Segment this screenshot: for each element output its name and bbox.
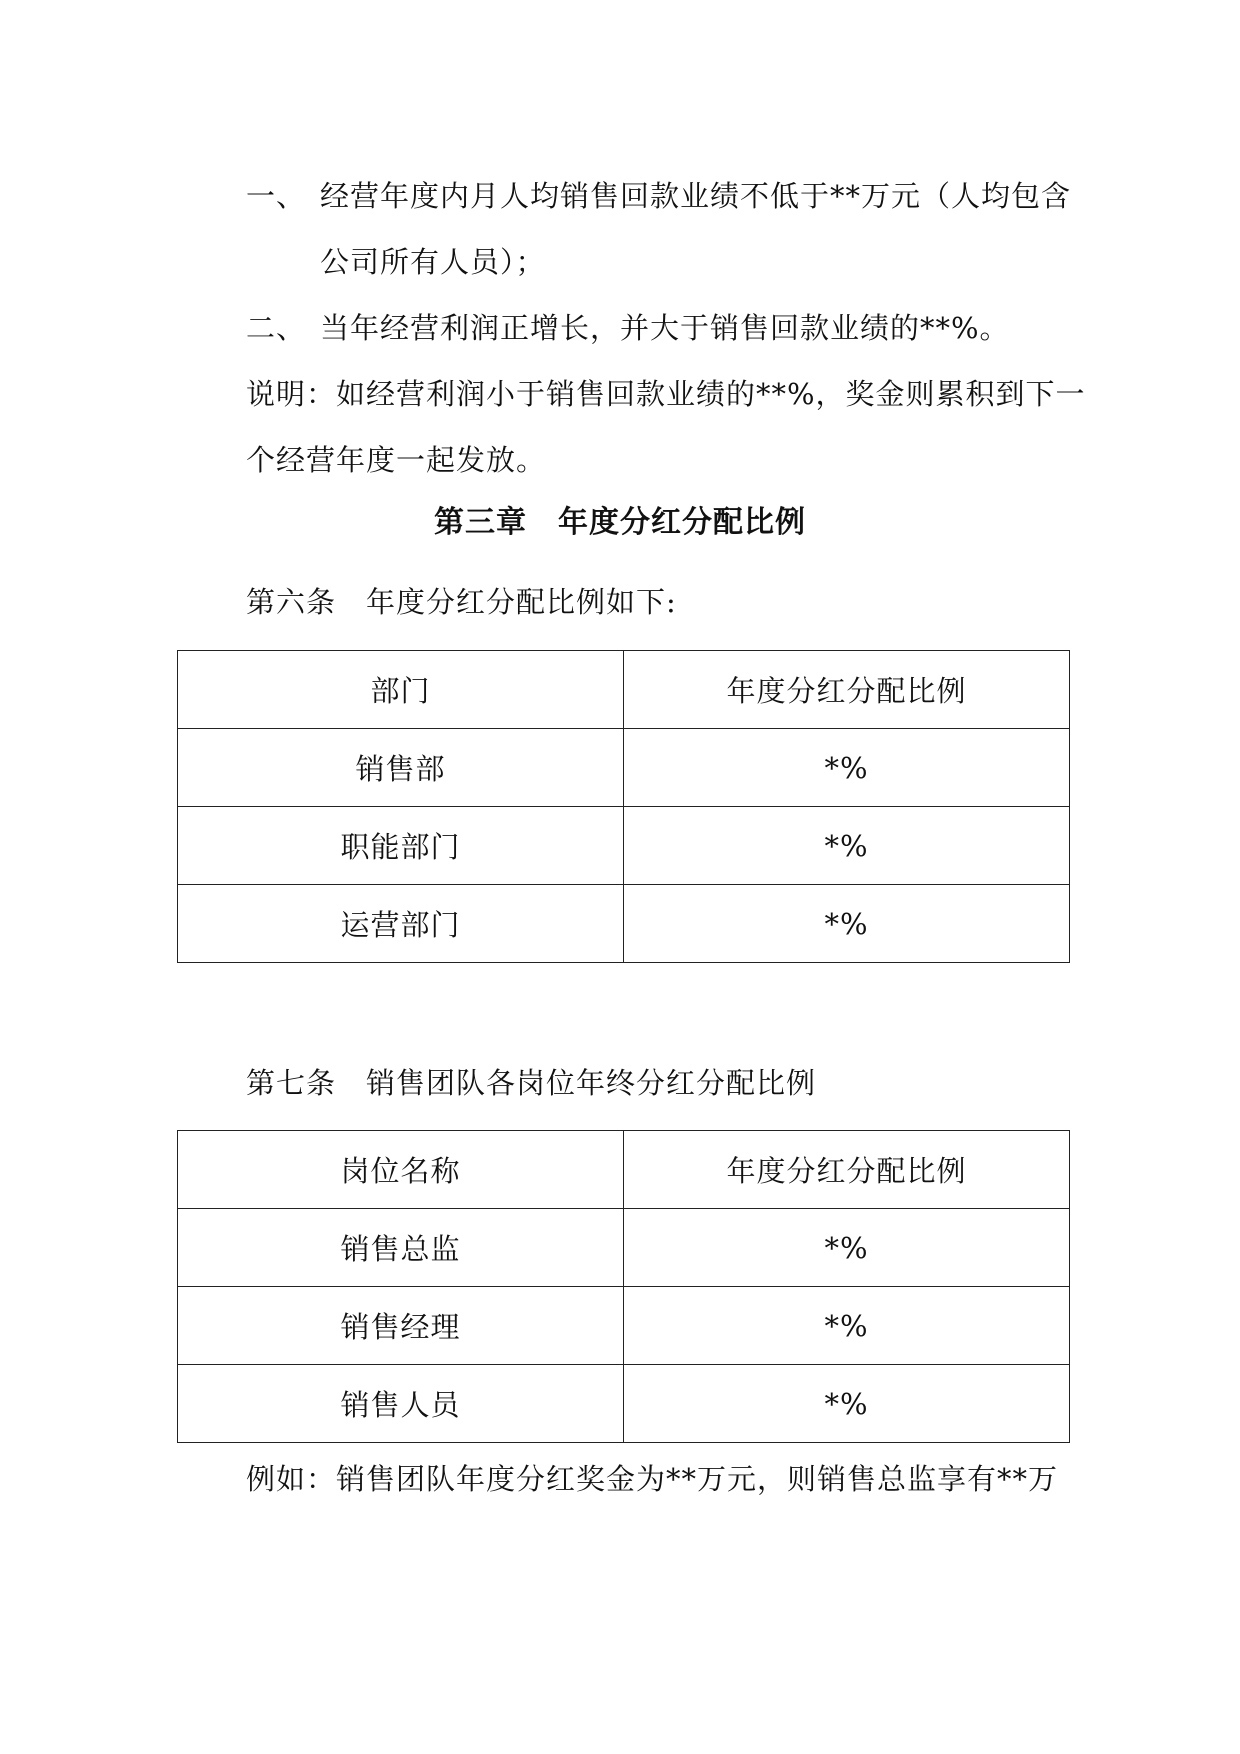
table-cell: 销售经理 [178, 1287, 624, 1365]
note-paragraph-continuation: 个经营年度一起发放。 [246, 443, 547, 477]
condition-text: 经营年度内月人均销售回款业绩不低于**万元（人均包含 [320, 179, 1072, 213]
table-cell: 职能部门 [178, 807, 624, 885]
condition-item-2 [246, 308, 1010, 348]
table-header-cell: 年度分红分配比例 [624, 651, 1070, 729]
article-7-intro: 第七条 销售团队各岗位年终分红分配比例 [246, 1066, 817, 1100]
chapter-title: 第三章 年度分红分配比例 [434, 505, 806, 540]
example-paragraph: 例如：销售团队年度分红奖金为**万元，则销售总监享有**万 [246, 1462, 1059, 1496]
condition-item-1 [246, 176, 1071, 216]
table-header-cell: 岗位名称 [178, 1131, 624, 1209]
table-cell: 销售人员 [178, 1365, 624, 1443]
table-cell: *% [624, 1365, 1070, 1443]
condition-text: 当年经营利润正增长，并大于销售回款业绩的**%。 [320, 311, 1010, 345]
condition-item-1-continuation: 公司所有人员）； [320, 245, 546, 279]
position-ratio-table [177, 1130, 1070, 1443]
table-cell: *% [624, 807, 1070, 885]
table-cell: 运营部门 [178, 885, 624, 963]
article-6-intro: 第六条 年度分红分配比例如下: [246, 585, 677, 619]
condition-marker: 一、 [246, 179, 307, 213]
table-header-row [178, 651, 1070, 729]
table-row [178, 1287, 1070, 1365]
note-paragraph: 说明：如经营利润小于销售回款业绩的**%，奖金则累积到下一 [246, 377, 1086, 411]
table-cell: 销售总监 [178, 1209, 624, 1287]
table-header-cell: 部门 [178, 651, 624, 729]
table-row [178, 1209, 1070, 1287]
table-cell: *% [624, 1209, 1070, 1287]
condition-marker: 二、 [246, 311, 307, 345]
table-cell: *% [624, 729, 1070, 807]
table-row [178, 885, 1070, 963]
table-header-cell: 年度分红分配比例 [624, 1131, 1070, 1209]
department-ratio-table [177, 650, 1070, 963]
table-cell: 销售部 [178, 729, 624, 807]
table-header-row [178, 1131, 1070, 1209]
table-row [178, 729, 1070, 807]
table-row [178, 1365, 1070, 1443]
table-cell: *% [624, 885, 1070, 963]
table-cell: *% [624, 1287, 1070, 1365]
table-row [178, 807, 1070, 885]
